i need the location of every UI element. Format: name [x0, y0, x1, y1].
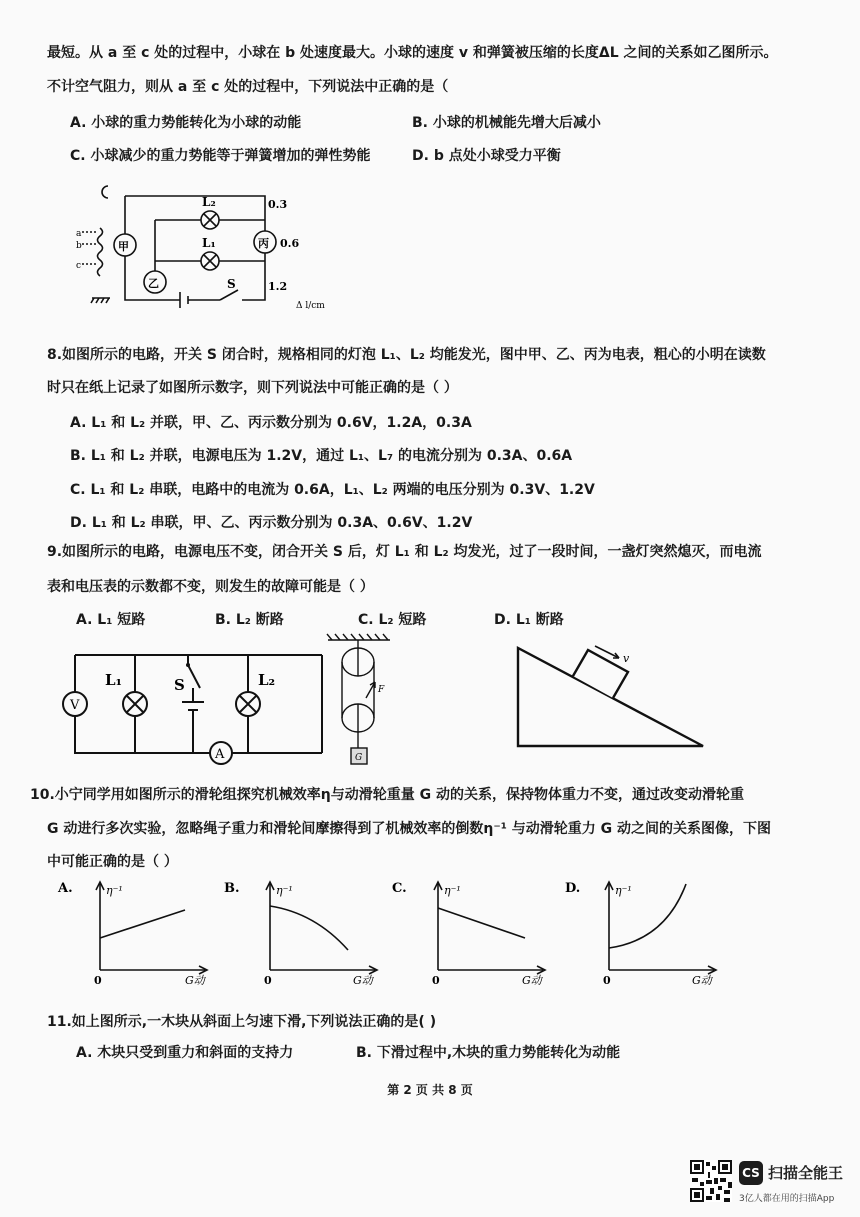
q10-text-line1: 10.小宁同学用如图所示的滑轮组探究机械效率η与动滑轮重量 G 动的关系，保持物体重力不变，通过改变动滑轮重: [30, 787, 745, 803]
label-c: c: [76, 261, 82, 271]
q8-option-a: A. L₁ 和 L₂ 并联，甲、乙、丙示数分别为 0.6V，1.2A，0.3A: [70, 415, 472, 431]
graph-d-ylabel: η⁻¹: [615, 884, 632, 897]
l2-label: L₂: [258, 671, 276, 689]
q7-text-line2: 不计空气阻力，则从 a 至 c 处的过程中，下列说法中正确的是（: [47, 79, 449, 95]
graph-c-origin: 0: [432, 974, 440, 987]
camscanner-name: 扫描全能王: [768, 1164, 844, 1182]
graph-d-xlabel: G动: [692, 974, 712, 987]
graph-a-ylabel: η⁻¹: [106, 884, 123, 897]
q8-option-c: C. L₁ 和 L₂ 串联，电路中的电流为 0.6A，L₁、L₂ 两端的电压分别为 0.3V、1.2V: [70, 482, 595, 498]
switch-label: S: [227, 277, 236, 291]
graph-a-label: A.: [58, 881, 73, 896]
page-footer: 第 2 页 共 8 页: [387, 1083, 473, 1097]
reading-2: 0.6: [280, 237, 300, 250]
q9-text-line2: 表和电压表的示数都不变，则发生的故障可能是（ ）: [47, 579, 374, 595]
q10-text-line2: G 动进行多次实验，忽略绳子重力和滑轮间摩擦得到了机械效率的倒数η⁻¹ 与动滑轮重力 G 动之间的关系图像，下图: [47, 821, 771, 837]
q7-option-c: C. 小球减少的重力势能等于弹簧增加的弹性势能: [70, 148, 371, 164]
lamp-l1-label: L₁: [202, 236, 216, 250]
q8-circuit-figure: [70, 178, 370, 313]
graphs-figure: [40, 878, 820, 988]
q8-option-b: B. L₁ 和 L₂ 并联，电源电压为 1.2V，通过 L₁、L₇ 的电流分别为 0.3A、0.6A: [70, 448, 573, 464]
weight-label: G: [355, 753, 363, 763]
qr-code-icon: [690, 1160, 732, 1202]
voltmeter-label: V: [70, 698, 80, 713]
l1-label: L₁: [105, 671, 123, 689]
camscanner-logo: CS: [739, 1161, 763, 1185]
q9-option-a: A. L₁ 短路: [76, 612, 146, 628]
meter-bing-label: 丙: [258, 237, 269, 250]
graph-c-xlabel: G动: [522, 974, 542, 987]
graph-a-origin: 0: [94, 974, 102, 987]
q11-option-b: B. 下滑过程中,木块的重力势能转化为动能: [356, 1045, 621, 1061]
graph-a-xlabel: G动: [185, 974, 205, 987]
graph-b-label: B.: [224, 881, 240, 896]
meter-jia-label: 甲: [118, 240, 129, 253]
graph-c-ylabel: η⁻¹: [444, 884, 461, 897]
q10-text-line3: 中可能正确的是（ ）: [47, 854, 178, 870]
pulley-figure: [320, 630, 400, 778]
axis-label: Δ l/cm: [296, 301, 325, 311]
incline-figure: [515, 642, 710, 750]
velocity-label: v: [623, 652, 630, 665]
q9-circuit-figure: [60, 640, 320, 765]
q8-text-line1: 8.如图所示的电路，开关 S 闭合时，规格相同的灯泡 L₁、L₂ 均能发光，图中甲、乙、丙为电表，粗心的小明在读数: [47, 347, 766, 363]
label-a: a: [76, 229, 82, 239]
q9-option-d: D. L₁ 断路: [494, 612, 564, 628]
graph-d-label: D.: [565, 881, 581, 896]
q11-option-a: A. 木块只受到重力和斜面的支持力: [76, 1045, 294, 1061]
camscanner-tagline: 3亿人都在用的扫描App: [739, 1194, 835, 1204]
meter-yi-label: 乙: [148, 277, 159, 290]
q7-option-d: D. b 点处小球受力平衡: [412, 148, 561, 164]
graph-c-label: C.: [392, 881, 407, 896]
q8-option-d: D. L₁ 和 L₂ 串联，甲、乙、丙示数分别为 0.3A、0.6V、1.2V: [70, 515, 473, 531]
q7-option-a: A. 小球的重力势能转化为小球的动能: [70, 115, 302, 131]
graph-b-xlabel: G动: [353, 974, 373, 987]
reading-3: 1.2: [268, 280, 288, 293]
q9-text-line1: 9.如图所示的电路，电源电压不变，闭合开关 S 后，灯 L₁ 和 L₂ 均发光，过了一段时间，一盏灯突然熄灭，而电流: [47, 544, 762, 560]
force-label: F: [378, 685, 385, 695]
q7-text-line1: 最短。从 a 至 c 处的过程中，小球在 b 处速度最大。小球的速度 v 和弹簧被压缩的长度ΔL 之间的关系如乙图所示。: [47, 45, 778, 61]
switch-s-label: S: [174, 676, 185, 694]
graph-b-origin: 0: [264, 974, 272, 987]
q11-text-line1: 11.如上图所示,一木块从斜面上匀速下滑,下列说法正确的是( ): [47, 1014, 437, 1030]
reading-1: 0.3: [268, 198, 288, 211]
q9-option-c: C. L₂ 短路: [358, 612, 427, 628]
lamp-l2-label: L₂: [202, 195, 216, 209]
ammeter-label: A: [215, 747, 225, 762]
q7-option-b: B. 小球的机械能先增大后减小: [412, 115, 601, 131]
graph-b-ylabel: η⁻¹: [276, 884, 293, 897]
graph-d-origin: 0: [603, 974, 611, 987]
q9-option-b: B. L₂ 断路: [215, 612, 284, 628]
label-b: b: [76, 241, 82, 251]
q8-text-line2: 时只在纸上记录了如图所示数字，则下列说法中可能正确的是（ ）: [47, 380, 458, 396]
